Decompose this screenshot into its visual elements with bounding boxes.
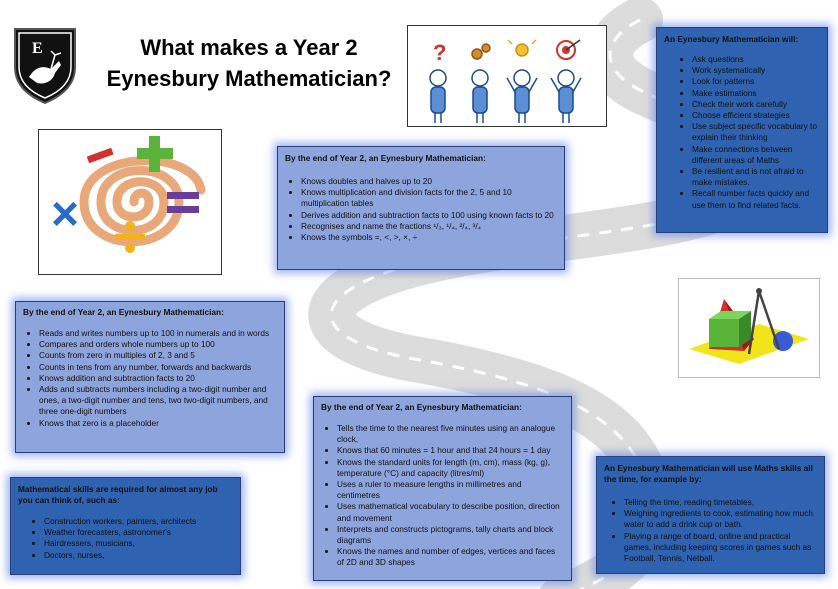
list-item: • Work systematically [692,65,820,76]
list-item: • Derives addition and subtraction facts to 100 using known facts to 20 [301,210,557,221]
list-item: • Make connections between different areas of Maths [692,144,820,166]
list-item: • Construction workers, painters, architects [44,516,233,527]
maths-symbols-image [38,129,222,275]
list-item: • Knows that zero is a placeholder [39,418,277,429]
year2-number-facts-box [277,146,565,270]
title-line-2: Eynesbury Mathematician? [106,66,392,91]
list-item: • Make estimations [692,88,820,99]
list-item: • Hairdressers, musicians, [44,538,233,549]
list-item: • Uses mathematical vocabulary to describe position, direction and movement [337,501,564,523]
svg-text:×: × [51,188,80,241]
title-line-1: What makes a Year 2 [140,35,358,60]
box-heading: By the end of Year 2, an Eynesbury Mathematician: [23,307,224,317]
list-item: • Doctors, nurses, [44,550,233,561]
list-item: • Check their work carefully [692,99,820,110]
list-item: • Knows doubles and halves up to 20 [301,176,557,187]
box-heading: By the end of Year 2, an Eynesbury Mathematician: [321,402,522,412]
box-heading: Mathematical skills are required for almost any job you can think of, such as: [18,484,218,505]
mathematician-will-box [656,27,828,233]
list-item: • Knows the symbols =, <, >, ×, ÷ [301,232,557,243]
page-title [84,32,414,94]
box-heading: By the end of Year 2, an Eynesbury Mathematician: [285,153,486,163]
everyday-maths-box [596,456,825,574]
people-thinking-image [407,25,607,127]
list-item: • Knows the names and number of edges, vertices and faces of 2D and 3D shapes [337,546,564,568]
list-item: • Reads and writes numbers up to 100 in numerals and in words [39,328,277,339]
box-heading: An Eynesbury Mathematician will: [664,34,799,44]
year2-measurement-box [313,396,572,581]
list-item: • Ask questions [692,54,820,65]
list-item: • Use subject specific vocabulary to explain their thinking [692,121,820,143]
list-item: • Adds and subtracts numbers including a two-digit number and ones, a two-digit number and tens, two two-digit numbers, and three one-digit numbers [39,384,277,418]
list-item: • Uses a ruler to measure lengths in millimetres and centimetres [337,479,564,501]
jobs-box [10,477,241,575]
list-item: • Knows addition and subtraction facts to 20 [39,373,277,384]
list-item: • Recall number facts quickly and use them to find related facts. [692,188,820,210]
list-item: • Counts from zero in multiples of 2, 3 and 5 [39,350,277,361]
list-item: • Knows multiplication and division facts for the 2, 5 and 10 multiplication tables [301,187,557,209]
list-item: • Playing a range of board, online and practical games, including keeping scores in games such as Football, Tennis, Netball. [624,531,817,565]
list-item: • Weather forecasters, astronomer's [44,527,233,538]
school-logo [11,25,79,105]
box-heading: An Eynesbury Mathematician will use Maths skills all the time, for example by: [604,463,813,484]
list-item: • Telling the time, reading timetables, [624,497,817,508]
logo-letter: E [32,40,43,57]
list-item: • Compares and orders whole numbers up to 100 [39,339,277,350]
list-item: • Tells the time to the nearest five minutes using an analogue clock, [337,423,564,445]
list-item: • Knows the standard units for length (m, cm), mass (kg, g), temperature (°C) and capacity (litres/ml) [337,457,564,479]
list-item: • Recognises and name the fractions ¹/₃, ¹/₄, ²/₄, ³/₄ [301,221,557,232]
list-item: • Interprets and constructs pictograms, tally charts and block diagrams [337,524,564,546]
list-item: • Counts in tens from any number, forwards and backwards [39,362,277,373]
svg-text:?: ? [433,40,447,65]
list-item: • Look for patterns [692,76,820,87]
list-item: • Knows that 60 minutes = 1 hour and that 24 hours = 1 day [337,445,564,456]
shapes-image [678,278,820,378]
list-item: • Weighing ingredients to cook, estimating how much water to add a drink cup or bath. [624,508,817,530]
list-item: • Be resilient and is not afraid to make mistakes. [692,166,820,188]
year2-number-skills-box [15,301,285,453]
list-item: • Choose efficient strategies [692,110,820,121]
